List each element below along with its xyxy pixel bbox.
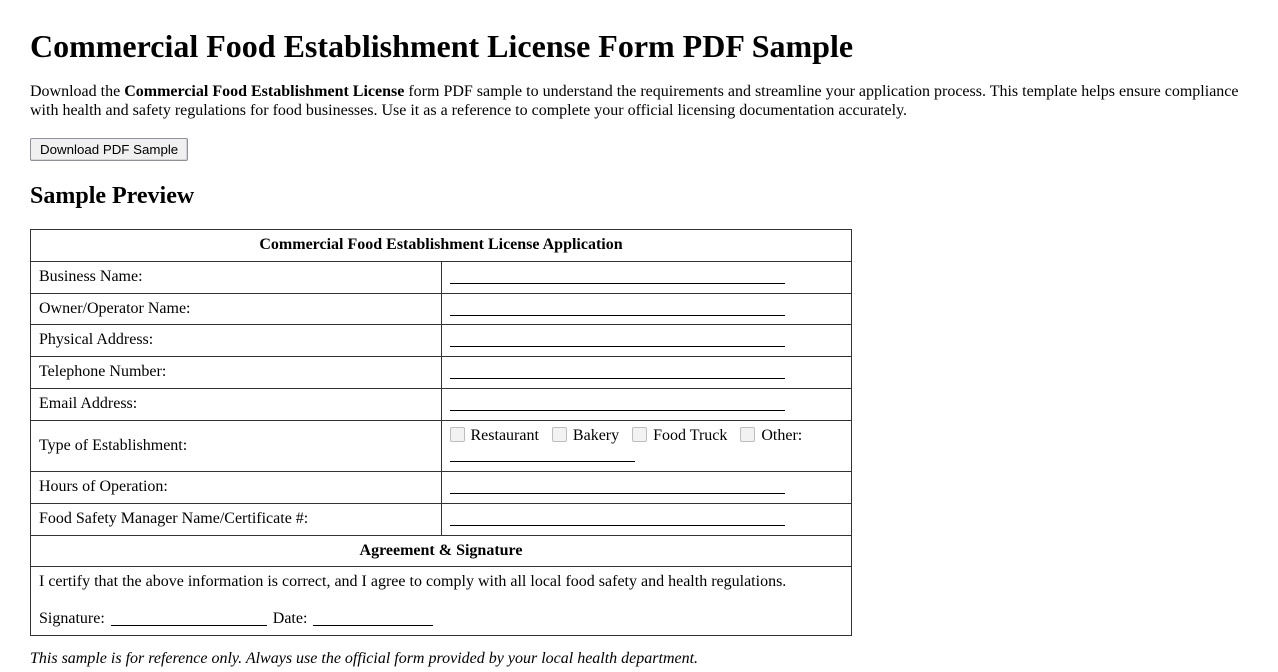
field-label-establishment-type: Type of Establishment: [31, 421, 442, 472]
option-food-truck [632, 427, 727, 444]
field-label-business-name: Business Name: [31, 261, 442, 293]
table-row-form-title [31, 229, 852, 261]
food-truck-checkbox[interactable] [632, 427, 647, 442]
field-value-physical-address [441, 325, 852, 357]
table-row-manager [31, 503, 852, 535]
preview-heading: Sample Preview [30, 183, 195, 210]
intro-prefix: Download the [30, 82, 125, 100]
intro-text [30, 83, 1248, 120]
table-row-agreement-title [31, 535, 852, 567]
field-value-email [441, 389, 852, 421]
table-row-email [31, 389, 852, 421]
table-row-telephone [31, 357, 852, 389]
agreement-title: Agreement & Signature [31, 535, 852, 567]
blank-line [450, 515, 785, 526]
option-label-bakery: Bakery [572, 427, 620, 445]
option-label-restaurant: Restaurant [470, 427, 539, 445]
footer-note: This sample is for reference only. Always use the official form provided by your local health department. [30, 650, 699, 668]
blank-line [450, 400, 785, 411]
blank-line [450, 273, 785, 284]
option-bakery [552, 427, 619, 444]
bakery-checkbox[interactable] [552, 427, 567, 442]
table-row-agreement [31, 567, 852, 636]
date-label: Date: [272, 610, 308, 628]
date-line [313, 615, 433, 626]
option-label-food-truck: Food Truck [653, 427, 728, 445]
blank-line [450, 368, 785, 379]
other-checkbox[interactable] [740, 427, 755, 442]
intro-suffix: form PDF sample to understand the requirements and streamline your application process. This template helps ensure compliance with health and safety regulations for food businesses. Use it as a reference to complete your official licensing documentation accurately. [30, 82, 1239, 119]
signature-label: Signature: [39, 610, 105, 628]
form-title: Commercial Food Establishment License Application [31, 229, 852, 261]
download-pdf-button[interactable]: Download PDF Sample [30, 138, 188, 161]
field-label-email: Email Address: [31, 389, 442, 421]
certification-text: I certify that the above information is correct, and I agree to comply with all local food safety and health regulations. [39, 573, 787, 591]
field-value-business-name [441, 261, 852, 293]
blank-line [450, 483, 785, 494]
option-label-other: Other: [761, 427, 803, 445]
license-form-table [30, 229, 852, 636]
restaurant-checkbox[interactable] [450, 427, 465, 442]
field-value-manager [441, 503, 852, 535]
field-label-physical-address: Physical Address: [31, 325, 442, 357]
option-restaurant [450, 427, 539, 444]
signature-row [39, 610, 843, 629]
table-row-owner-name [31, 293, 852, 325]
blank-line [450, 305, 785, 316]
table-row-physical-address [31, 325, 852, 357]
field-label-hours: Hours of Operation: [31, 471, 442, 503]
other-blank-line [450, 451, 635, 462]
table-row-hours [31, 471, 852, 503]
field-label-manager: Food Safety Manager Name/Certificate #: [31, 503, 442, 535]
field-label-telephone: Telephone Number: [31, 357, 442, 389]
field-value-hours [441, 471, 852, 503]
page-title: Commercial Food Establishment License Form PDF Sample [30, 28, 854, 64]
field-value-establishment-type [441, 421, 852, 472]
agreement-cell [31, 567, 852, 636]
table-row-business-name [31, 261, 852, 293]
field-label-owner-name: Owner/Operator Name: [31, 293, 442, 325]
signature-line [111, 615, 267, 626]
field-value-telephone [441, 357, 852, 389]
field-value-owner-name [441, 293, 852, 325]
option-other [740, 427, 802, 444]
intro-bold: Commercial Food Establishment License [124, 82, 405, 100]
blank-line [450, 336, 785, 347]
table-row-establishment-type [31, 421, 852, 472]
